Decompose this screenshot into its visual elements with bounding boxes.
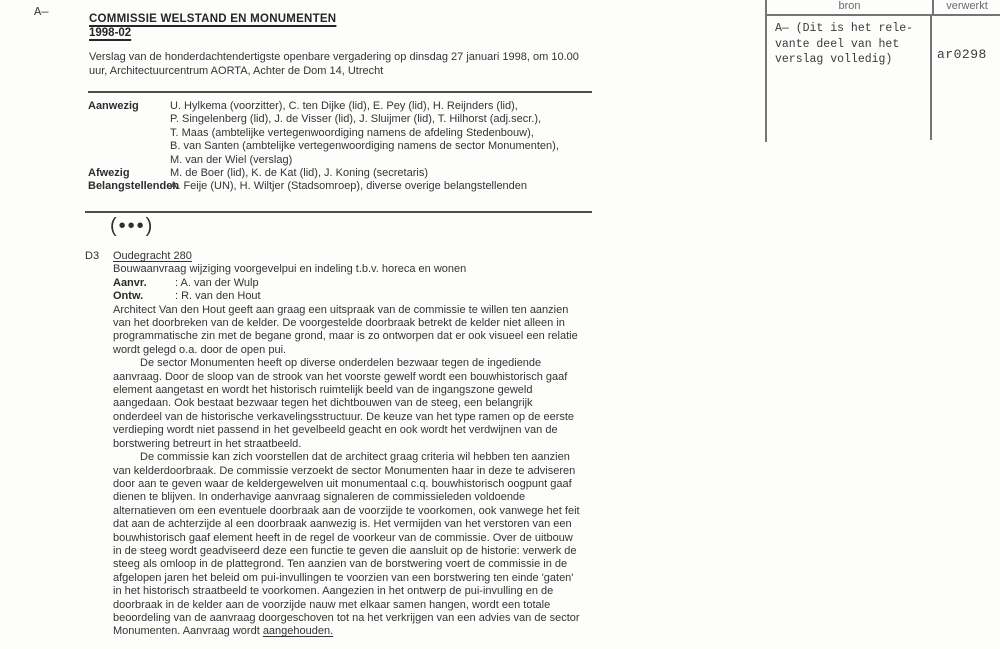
field-value: : A. van der Wulp [175,276,259,289]
text-line: doorbraak in de kelder aan de voorzijde nauw met elkaar samen hangen, wordt een totale [113,598,551,611]
field-label: Aanvr. [113,276,147,289]
text-line: A. Feije (UN), H. Wiltjer (Stadsomroep), diverse overige belangstellenden [170,180,528,193]
text-line: onderdeel van de historische verkavelingsstructuur. De keuze van het type ramen op de eerste [113,410,575,423]
body-paragraph-2 [113,357,645,451]
text-line: vante deel van het [775,37,900,51]
text-line: verdieping wordt niet passend in het gevelbeeld geacht en ook wordt het verdwijnen van de [113,424,558,437]
source-note [767,16,932,140]
text-line: borstwering betreurt in het straatbeeld. [113,437,302,450]
text-line: in de steeg wordt geadviseerd deze een functie te geven die aansluit op de historie: verwerk de [113,544,577,557]
text-line: beoordeling van de aanvraag doorgeschoven tot na het verkrijgen van een advies van de sector [113,611,580,624]
text-line: in het historisch straatbeeld te voorkomen. Aangezien in het ontwerp de pui-invulling en de [113,585,554,598]
attendance-row-afwezig [88,167,648,180]
text-line: verslag volledig) [775,53,893,66]
document-title: COMMISSIE WELSTAND EN MONUMENTEN [89,13,337,25]
text-line: uur, Architectuurcentrum AORTA, Achter de Dom 14, Utrecht [89,64,384,77]
agenda-item-d3 [85,250,645,639]
field-value: : R. van den Hout [175,290,261,303]
column-header-verwerkt: verwerkt [946,0,988,12]
horizontal-rule-top [88,91,592,93]
closing-decision: aangehouden. [262,625,334,638]
attendance-label: Belangstellenden [88,180,180,193]
text-line: A— (Dit is het rele- [775,22,914,35]
text-line: T. Maas (ambtelijke vertegenwoordiging namens de afdeling Stedenbouw), [170,126,534,139]
agenda-item-address-line [113,250,645,263]
text-line: door aan te geven waar de keldergewelven uit monumentaal c.q. bouwhistorisch oogpunt gaaf [113,477,572,490]
registration-table-body [767,16,1000,140]
attendance-label: Aanwezig [88,100,139,112]
meeting-intro [89,51,609,78]
registration-table [765,0,1000,142]
processed-code: ar0298 [937,47,987,62]
text-line: dat aan de achterzijde al een doorbraak aanwezig is. Het vermijden van het verstoren van een [113,518,572,531]
field-aanvrager [113,277,645,290]
text-line: element aangetast en wordt het historisch ruimtelijk beeld van de ingangszone geweld [113,384,533,397]
omission-ellipsis-mark: (•••) [110,215,155,237]
text-line: B. van Santen (ambtelijke vertegenwoordiging namens de sector Monumenten), [170,140,559,153]
text-line: wordt gelegd o.a. door de open pui. [113,343,287,356]
text-line: De sector Monumenten heeft op diverse onderdelen bezwaar tegen de ingediende [140,357,542,370]
text-line: programmatische zin met de begane grond, maar is zo ontworpen dat er ook visueel een relatie [113,330,578,343]
closing-line [113,625,645,638]
text-line: M. de Boer (lid), K. de Kat (lid), J. Koning (secretaris) [170,167,428,180]
text-line: aanvraag. Door de sloop van de strook van het voorste gewelf wordt een bouwhistorisch gaaf [113,370,568,383]
attendance-block [88,100,648,194]
text-line: afgelopen jaren het beleid om pui-invullingen te voorzien van een borstwering ten einde 'gaten' [113,571,574,584]
agenda-item-description: Bouwaanvraag wijziging voorgevelpui en indeling t.b.v. horeca en wonen [113,263,467,276]
text-line: aangedaan. Ook bestaat bezwaar tegen het dichtbouwen van de steeg, een belangrijk [113,397,533,410]
text-line: P. Singelenberg (lid), J. de Visser (lid), J. Sluijmer (lid), T. Hilhorst (adj.secr.), [170,113,542,126]
registration-table-header [767,0,1000,16]
attendance-row-aanwezig [88,100,648,167]
attendance-names [170,100,648,167]
column-header-bron: bron [767,0,934,14]
attendance-names [170,180,648,193]
text-line: steeg als omloop in de plattegrond. Ten aanzien van de borstwering voert de commissie in de [113,558,568,571]
text-line: De commissie kan zich voorstellen dat de architect graag criteria wil hebben ten aanzien [140,451,570,464]
margin-annotation-a: A— [34,5,49,19]
closing-prefix: Monumenten. Aanvraag wordt [113,625,263,638]
text-line: van het doorbreken van de kelder. De voorgestelde doorbraak betrekt de kelder niet alleen in [113,317,565,330]
text-line: M. van der Wiel (verslag) [170,153,293,166]
field-ontwerper [113,290,645,303]
attendance-names [170,167,648,180]
attendance-row-belangstellenden [88,180,648,193]
attendance-label: Afwezig [88,167,130,180]
agenda-item-address: Oudegracht 280 [113,250,192,262]
text-line: bouwhistorisch gaaf element heeft in de regel de voorkeur van de commissie. Over de uitbouw [113,531,573,544]
text-line: van kelderdoorbraak. De commissie verzoekt de sector Monumenten haar in deze te adviseren [113,464,576,477]
field-label: Ontw. [113,290,144,303]
horizontal-rule-attendance [85,211,592,213]
text-line: Architect Van den Hout geeft aan graag een uitspraak van de commissie te willen ten aanzien [113,303,569,316]
document-number: 1998-02 [89,27,132,39]
body-paragraph-3 [113,451,645,625]
body-paragraph-1 [113,304,645,358]
text-line: alternatieven om een eventuele doorbraak aan de voorzijde te voorkomen, ook vanwege het feit [113,504,580,517]
text-line: Verslag van de honderdachtendertigste openbare vergadering op dinsdag 27 januari 1998, om 10.00 [89,51,579,63]
agenda-item-content [113,250,645,639]
text-line: U. Hylkema (voorzitter), C. ten Dijke (lid), E. Pey (lid), H. Reijnders (lid), [170,100,518,112]
agenda-item-code: D3 [85,250,100,262]
text-line: dienen te blijven. In onderhavige aanvraag signaleren de commissieleden voldoende [113,491,526,504]
